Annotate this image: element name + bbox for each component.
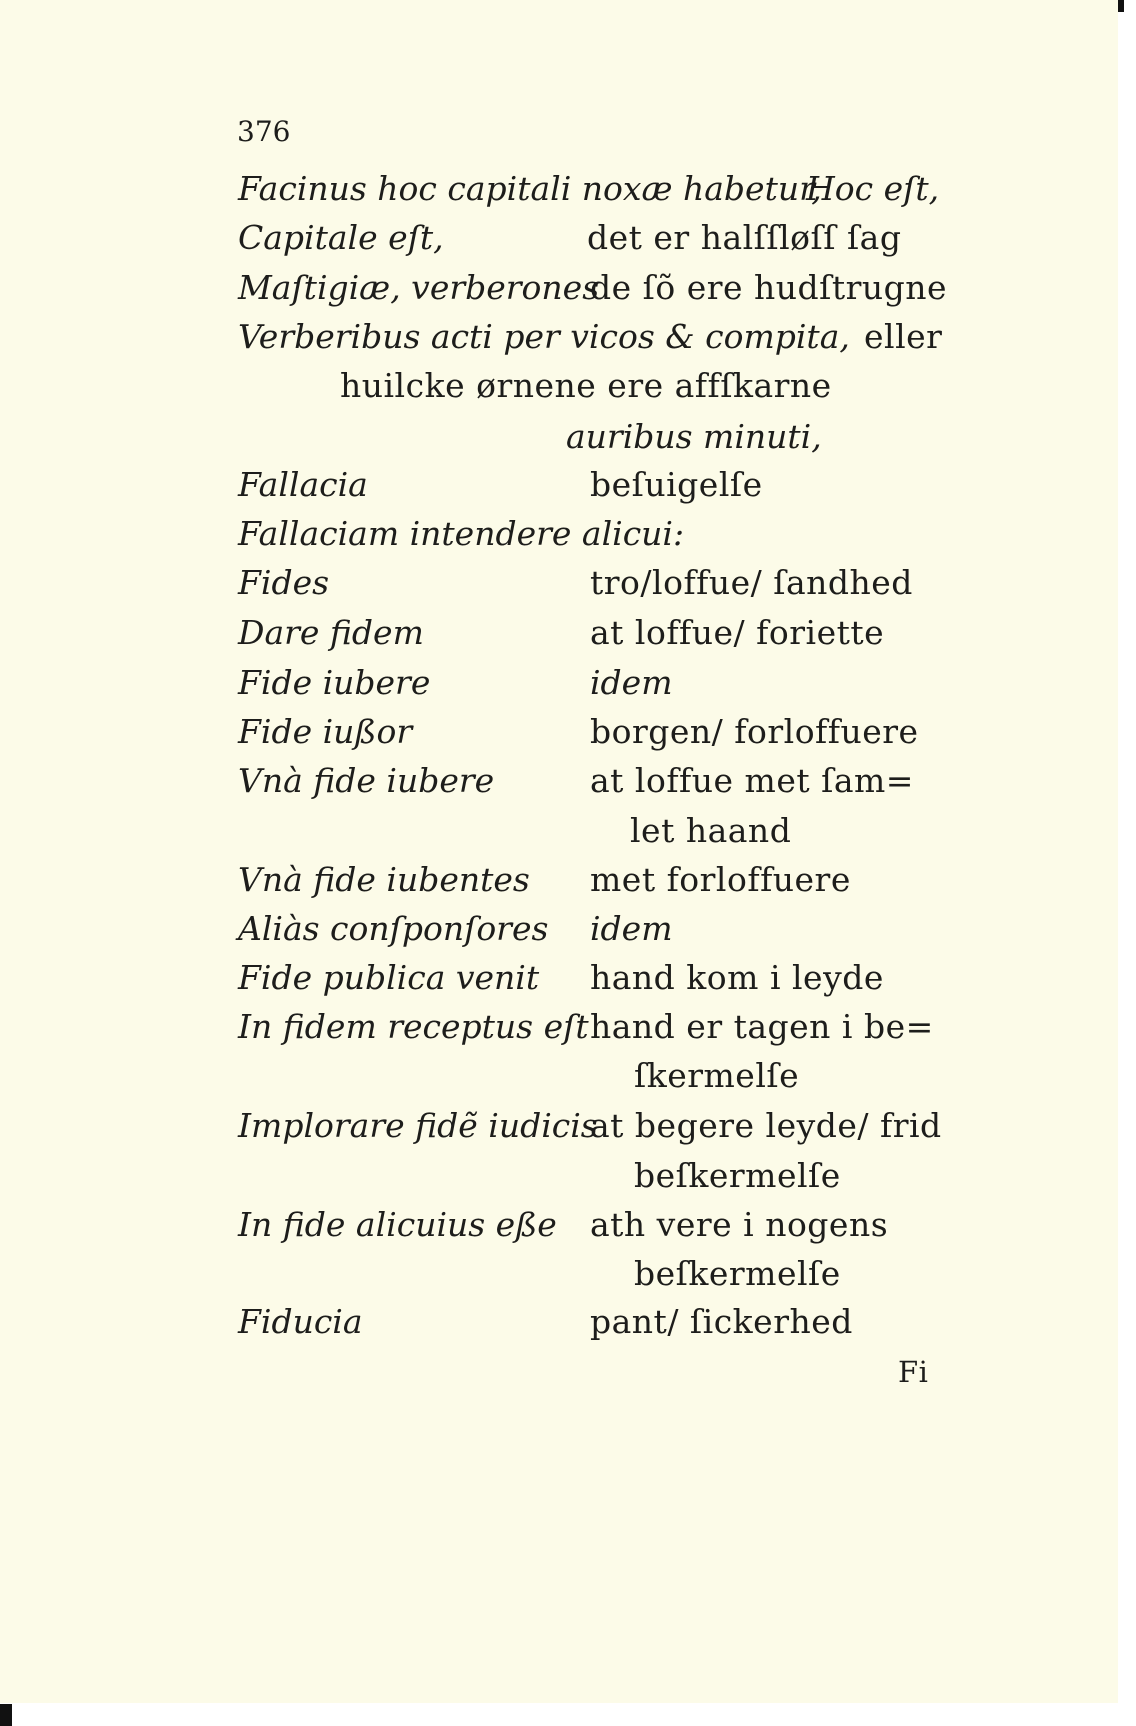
danish-entry: met forloffuere — [590, 860, 851, 899]
latin-entry: Fiducia — [238, 1302, 363, 1341]
catchword: Fi — [898, 1355, 929, 1389]
latin-entry: Implorare fidẽ iudicis — [238, 1106, 598, 1145]
danish-entry: huilcke ørnene ere affſkarne — [340, 366, 832, 405]
latin-entry: Facinus hoc capitali noxæ habetur, — [238, 169, 822, 208]
latin-entry: Vnà fide iubentes — [238, 860, 530, 899]
danish-entry: ath vere i nogens — [590, 1205, 889, 1244]
danish-entry: hand er tagen i be= — [590, 1007, 934, 1046]
scan-margin-bottom — [0, 1703, 1118, 1726]
danish-entry: eller — [864, 317, 943, 356]
latin-entry: Verberibus acti per vicos & compita, — [238, 317, 850, 356]
danish-entry: beſkermelſe — [634, 1254, 841, 1293]
latin-entry: Fallaciam intendere alicui: — [238, 514, 685, 553]
latin-entry: Fides — [238, 563, 330, 602]
latin-entry: Dare fidem — [238, 613, 424, 652]
danish-entry: Hoc eſt, — [806, 169, 940, 208]
danish-entry: hand kom i leyde — [590, 958, 884, 997]
danish-entry: at loffue met ſam= — [590, 761, 914, 800]
scan-margin-right — [1118, 0, 1136, 1726]
latin-entry: Fide iubere — [238, 663, 431, 702]
latin-entry: In fidem receptus eſt — [238, 1007, 589, 1046]
latin-entry: Maſtigiæ, verberones — [238, 268, 600, 307]
latin-entry: Fallacia — [238, 465, 368, 504]
danish-entry: beſuigelſe — [590, 465, 763, 504]
danish-entry: idem — [590, 909, 673, 948]
latin-entry: Capitale eſt, — [238, 218, 444, 257]
danish-entry: let haand — [630, 811, 792, 850]
scan-edge-mark — [1118, 0, 1124, 12]
danish-entry: pant/ ſickerhed — [590, 1302, 853, 1341]
page-number: 376 — [237, 115, 291, 148]
latin-entry: Aliàs conſponſores — [238, 909, 549, 948]
danish-entry: det er halſſløſſ ſag — [587, 218, 902, 257]
danish-entry: idem — [590, 663, 673, 702]
danish-entry: de ſõ ere hudſtrugne — [590, 268, 948, 307]
danish-entry: at begere leyde/ frid — [590, 1106, 942, 1145]
latin-entry: Fide iußor — [238, 712, 413, 751]
danish-entry: ſkermelſe — [634, 1056, 800, 1095]
danish-entry: tro/loffue/ ſandhed — [590, 563, 913, 602]
latin-entry: Fide publica venit — [238, 958, 540, 997]
danish-entry: borgen/ forloffuere — [590, 712, 919, 751]
latin-entry: Vnà fide iubere — [238, 761, 495, 800]
scan-corner-mark — [0, 1704, 12, 1726]
latin-entry: In fide alicuius eße — [238, 1205, 557, 1244]
danish-entry: at loffue/ foriette — [590, 613, 885, 652]
latin-entry: auribus minuti, — [566, 417, 822, 456]
danish-entry: beſkermelſe — [634, 1156, 841, 1195]
